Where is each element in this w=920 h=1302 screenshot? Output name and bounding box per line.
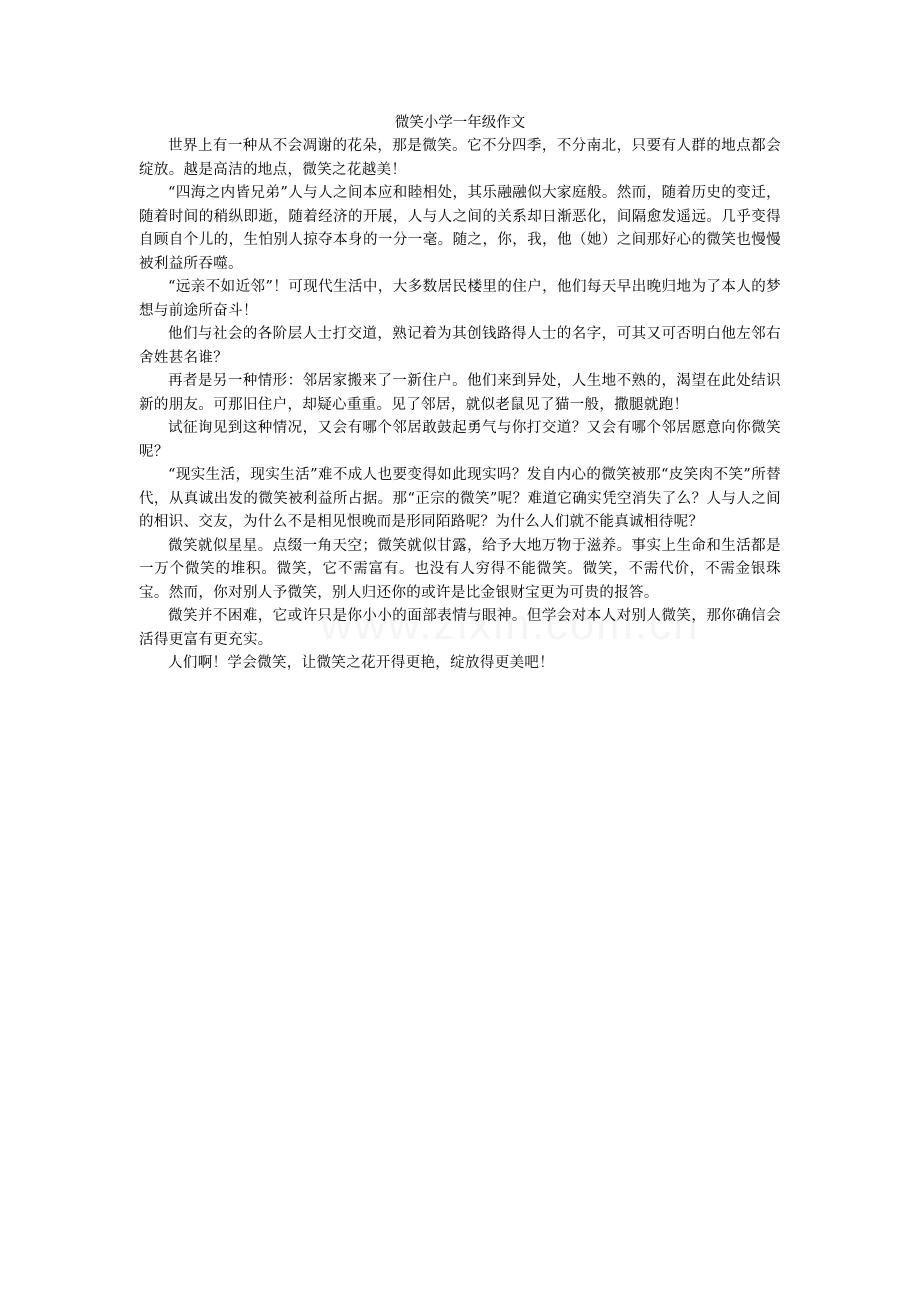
paragraph-6: 试征询见到这种情况，又会有哪个邻居敢鼓起勇气与你打交道？又会有哪个邻居愿意向你微笑呢？ (139, 420, 781, 460)
paragraph-5: 再者是另一种情形：邻居家搬来了一新住户。他们来到异处，人生地不熟的，渴望在此处结识新的朋友。可那旧住户，却疑心重重。见了邻居，就似老鼠见了猫一般，撒腿就跑！ (139, 373, 781, 413)
document-title: 微笑小学一年级作文 (394, 115, 526, 131)
paragraph-4: 他们与社会的各阶层人士打交道，熟记着为其创钱路得人士的名字，可其又可否明白他左邻右舍姓甚名谁？ (139, 326, 781, 366)
document-page (139, 112, 781, 676)
paragraph-2: “四海之内皆兄弟”人与人之间本应和睦相处，其乐融融似大家庭般。然而，随着历史的变迁，随着时间的稍纵即逝，随着经济的开展，人与人之间的关系却日渐恶化，间隔愈发遥远。几乎变得自顾自个儿的，生怕别人掠夺本身的一分一毫。随之，你，我，他（她）之间那好心的微笑也慢慢被利益所吞噬。 (139, 185, 781, 272)
paragraph-1: 世界上有一种从不会凋谢的花朵，那是微笑。它不分四季，不分南北，只要有人群的地点都会绽放。越是高洁的地点，微笑之花越美！ (139, 138, 781, 178)
paragraph-9: 微笑并不困难，它或许只是你小小的面部表情与眼神。但学会对本人对别人微笑，那你确信会活得更富有更充实。 (139, 608, 781, 648)
paragraph-8: 微笑就似星星。点缀一角天空；微笑就似甘露，给予大地万物于滋养。事实上生命和生活都是一万个微笑的堆积。微笑，它不需富有。也没有人穷得不能微笑。微笑，不需代价，不需金银珠宝。然而，你对别人予微笑，别人归还你的或许是比金银财宝更为可贵的报答。 (139, 537, 781, 601)
paragraph-3: “远亲不如近邻”！可现代生活中，大多数居民楼里的住户，他们每天早出晚归地为了本人的梦想与前途所奋斗！ (139, 279, 781, 319)
paragraph-10: 人们啊！学会微笑，让微笑之花开得更艳，绽放得更美吧！ (168, 655, 555, 671)
paragraph-7: “现实生活，现实生活”难不成人也要变得如此现实吗？发自内心的微笑被那“皮笑肉不笑”所替代，从真诚出发的微笑被利益所占据。那“正宗的微笑”呢？难道它确实凭空消失了么？人与人之间的相识、交友，为什么不是相见恨晚而是形同陌路呢？为什么人们就不能真诚相待呢？ (139, 467, 781, 530)
